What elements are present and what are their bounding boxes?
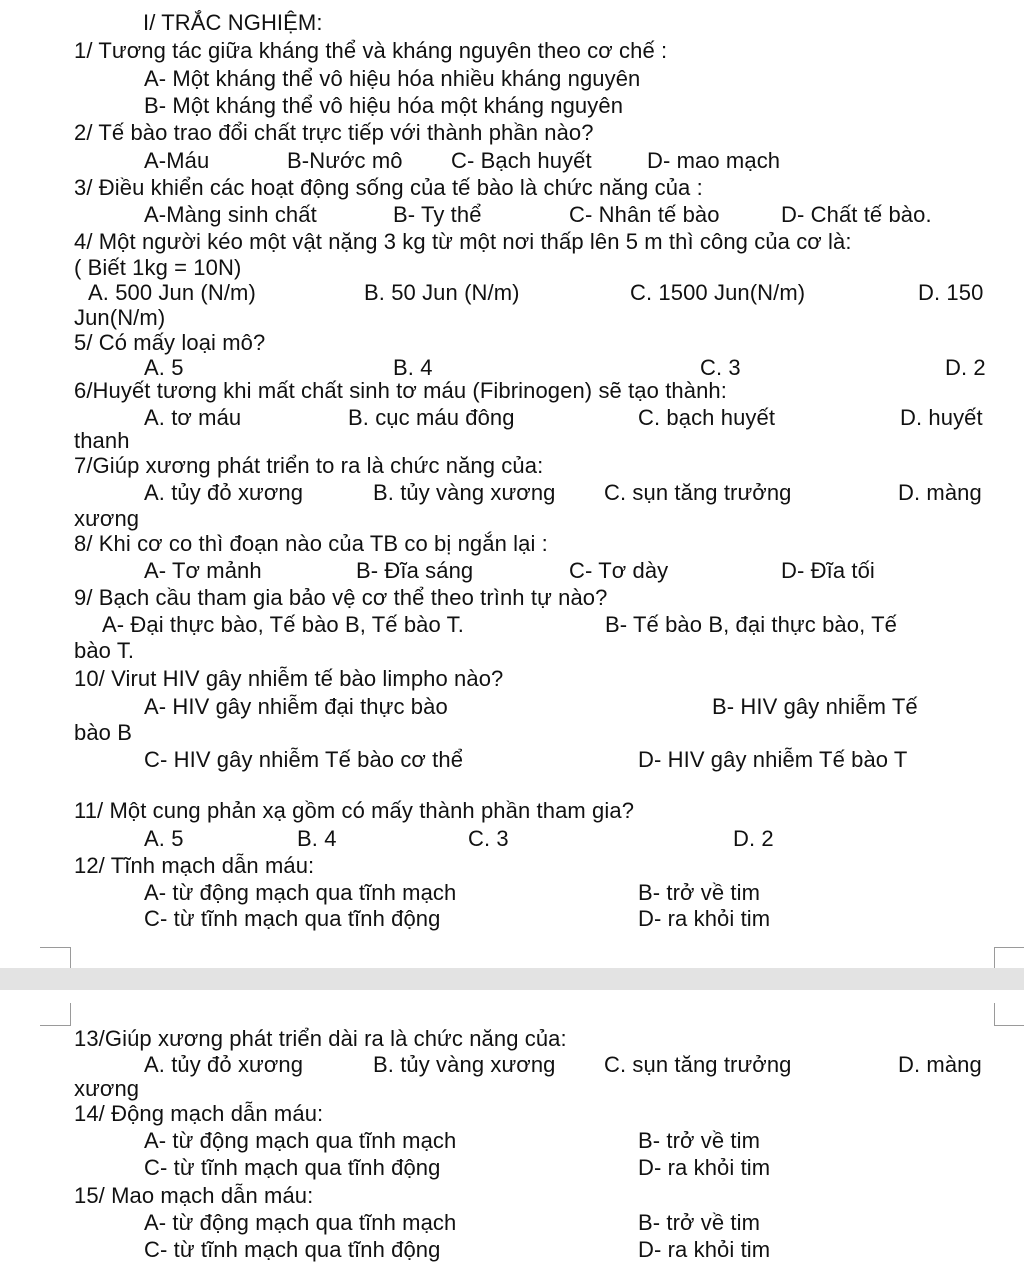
question-2-stem: 2/ Tế bào trao đổi chất trực tiếp với thành phần nào?	[74, 120, 594, 145]
question-7-stem: 7/Giúp xương phát triển to ra là chức năng của:	[74, 453, 544, 478]
question-10-option-b: B- HIV gây nhiễm Tế	[712, 694, 918, 719]
question-13-option-b: B. tủy vàng xương	[373, 1052, 556, 1077]
document-page-2	[0, 990, 1024, 1280]
question-7-option-d-wrap: xương	[74, 506, 140, 531]
question-13-option-c: C. sụn tăng trưởng	[604, 1052, 792, 1077]
question-14-option-d: D- ra khỏi tim	[638, 1155, 771, 1180]
question-5-option-c: C. 3	[700, 355, 741, 380]
question-4-option-d-wrap: Jun(N/m)	[74, 305, 166, 330]
question-6-option-c: C. bạch huyết	[638, 405, 776, 430]
question-2-option-b: B-Nước mô	[287, 148, 403, 173]
question-3-option-d: D- Chất tế bào.	[781, 202, 932, 227]
question-9-option-b: B- Tế bào B, đại thực bào, Tế	[605, 612, 897, 637]
question-12-option-b: B- trở về tim	[638, 880, 761, 905]
section-title: I/ TRẮC NGHIỆM:	[143, 10, 323, 35]
question-14-option-c: C- từ tĩnh mạch qua tĩnh động	[144, 1155, 441, 1180]
question-9-option-a: A- Đại thực bào, Tế bào B, Tế bào T.	[102, 612, 464, 637]
question-4-option-c: C. 1500 Jun(N/m)	[630, 280, 806, 305]
question-13-option-a: A. tủy đỏ xương	[144, 1052, 304, 1077]
question-12-option-d: D- ra khỏi tim	[638, 906, 771, 931]
question-12-option-c: C- từ tĩnh mạch qua tĩnh động	[144, 906, 441, 931]
question-15-option-d: D- ra khỏi tim	[638, 1237, 771, 1262]
question-15-option-c: C- từ tĩnh mạch qua tĩnh động	[144, 1237, 441, 1262]
question-5-option-d: D. 2	[945, 355, 986, 380]
question-3-option-b: B- Ty thể	[393, 202, 482, 227]
question-4-option-d: D. 150	[918, 280, 984, 305]
question-6-option-d-wrap: thanh	[74, 428, 130, 453]
question-3-option-c: C- Nhân tế bào	[569, 202, 720, 227]
question-4-option-a: A. 500 Jun (N/m)	[88, 280, 256, 305]
question-7-option-b: B. tủy vàng xương	[373, 480, 556, 505]
question-4-stem-continued: ( Biết 1kg = 10N)	[74, 255, 242, 280]
question-1-stem: 1/ Tương tác giữa kháng thể và kháng nguyên theo cơ chế :	[74, 38, 668, 63]
question-6-option-d: D. huyết	[900, 405, 983, 430]
question-10-option-c: C- HIV gây nhiễm Tế bào cơ thể	[144, 747, 464, 772]
question-9-option-b-wrap: bào T.	[74, 638, 135, 663]
question-13-option-d-wrap: xương	[74, 1076, 140, 1101]
question-4-option-b: B. 50 Jun (N/m)	[364, 280, 520, 305]
question-13-option-d: D. màng	[898, 1052, 982, 1077]
question-2-option-d: D- mao mạch	[647, 148, 781, 173]
question-5-option-a: A. 5	[144, 355, 184, 380]
question-11-option-c: C. 3	[468, 826, 509, 851]
question-10-option-d: D- HIV gây nhiễm Tế bào T	[638, 747, 908, 772]
question-8-option-c: C- Tơ dày	[569, 558, 669, 583]
question-1-option-a: A- Một kháng thể vô hiệu hóa nhiều kháng nguyên	[144, 66, 641, 91]
question-5-option-b: B. 4	[393, 355, 433, 380]
question-6-option-a: A. tơ máu	[144, 405, 242, 430]
question-11-option-a: A. 5	[144, 826, 184, 851]
page-corner-mark	[994, 1003, 1024, 1026]
question-12-option-a: A- từ động mạch qua tĩnh mạch	[144, 880, 457, 905]
page-corner-mark	[994, 947, 1024, 970]
question-6-stem: 6/Huyết tương khi mất chất sinh tơ máu (Fibrinogen) sẽ tạo thành:	[74, 378, 727, 403]
question-7-option-d: D. màng	[898, 480, 982, 505]
question-10-stem: 10/ Virut HIV gây nhiễm tế bào limpho nào?	[74, 666, 504, 691]
question-11-stem: 11/ Một cung phản xạ gồm có mấy thành phần tham gia?	[74, 798, 635, 823]
question-15-stem: 15/ Mao mạch dẫn máu:	[74, 1183, 314, 1208]
question-10-option-a: A- HIV gây nhiễm đại thực bào	[144, 694, 448, 719]
question-8-stem: 8/ Khi cơ co thì đoạn nào của TB co bị ngắn lại :	[74, 531, 548, 556]
page-corner-mark	[40, 947, 71, 970]
question-2-option-a: A-Máu	[144, 148, 210, 173]
question-15-option-b: B- trở về tim	[638, 1210, 761, 1235]
page-separator	[0, 968, 1024, 990]
question-7-option-a: A. tủy đỏ xương	[144, 480, 304, 505]
question-12-stem: 12/ Tĩnh mạch dẫn máu:	[74, 853, 315, 878]
question-8-option-b: B- Đĩa sáng	[356, 558, 474, 583]
question-11-option-d: D. 2	[733, 826, 774, 851]
question-9-stem: 9/ Bạch cầu tham gia bảo vệ cơ thể theo trình tự nào?	[74, 585, 608, 610]
question-3-option-a: A-Màng sinh chất	[144, 202, 317, 227]
page-corner-mark	[40, 1003, 71, 1026]
question-14-stem: 14/ Động mạch dẫn máu:	[74, 1101, 324, 1126]
question-4-stem: 4/ Một người kéo một vật nặng 3 kg từ một nơi thấp lên 5 m thì công của cơ là:	[74, 229, 852, 254]
question-3-stem: 3/ Điều khiển các hoạt động sống của tế bào là chức năng của :	[74, 175, 703, 200]
question-2-option-c: C- Bạch huyết	[451, 148, 592, 173]
question-1-option-b: B- Một kháng thể vô hiệu hóa một kháng nguyên	[144, 93, 624, 118]
question-11-option-b: B. 4	[297, 826, 337, 851]
question-7-option-c: C. sụn tăng trưởng	[604, 480, 792, 505]
question-5-stem: 5/ Có mấy loại mô?	[74, 330, 266, 355]
question-15-option-a: A- từ động mạch qua tĩnh mạch	[144, 1210, 457, 1235]
question-10-option-b-wrap: bào B	[74, 720, 132, 745]
question-8-option-d: D- Đĩa tối	[781, 558, 875, 583]
question-6-option-b: B. cục máu đông	[348, 405, 515, 430]
question-14-option-a: A- từ động mạch qua tĩnh mạch	[144, 1128, 457, 1153]
question-13-stem: 13/Giúp xương phát triển dài ra là chức năng của:	[74, 1026, 567, 1051]
question-8-option-a: A- Tơ mảnh	[144, 558, 262, 583]
question-14-option-b: B- trở về tim	[638, 1128, 761, 1153]
